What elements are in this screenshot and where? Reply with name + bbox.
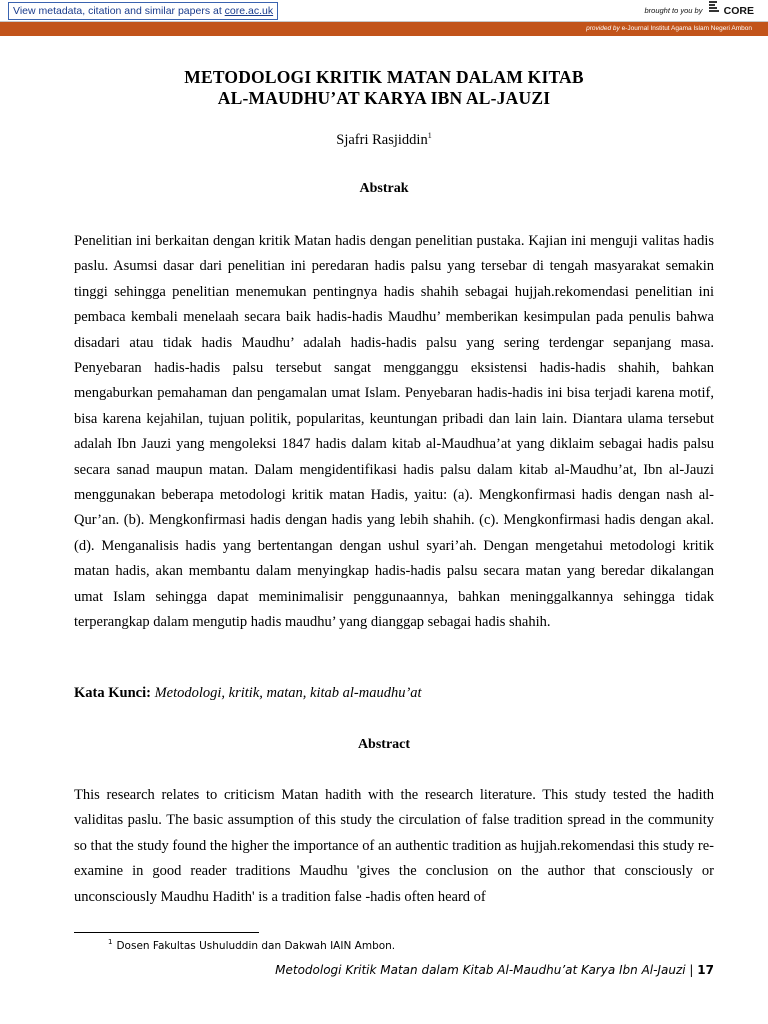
core-metadata-text: View metadata, citation and similar papers at: [13, 5, 222, 17]
brought-to-you-text: brought to you by: [644, 6, 703, 15]
author-line: [0, 131, 768, 149]
core-logo-text: CORE: [723, 5, 754, 18]
running-footer: [275, 963, 714, 977]
author-footnote-mark: 1: [427, 131, 432, 140]
footnote-mark: 1: [108, 938, 113, 946]
keywords-text: Metodologi, kritik, matan, kitab al-maudhu’at: [154, 685, 422, 701]
core-logo-icon: [708, 0, 720, 22]
page-separator: |: [689, 963, 694, 977]
footnote: [108, 938, 395, 952]
paper-title-line-1: METODOLOGI KRITIK MATAN DALAM KITAB: [184, 67, 584, 87]
core-ac-uk-link[interactable]: core.ac.uk: [224, 5, 274, 17]
running-footer-title: Metodologi Kritik Matan dalam Kitab Al-Maudhu’at Karya Ibn Al-Jauzi: [275, 963, 686, 977]
abstract-paragraph: This research relates to criticism Matan hadith with the research literature. This study tested the hadith validitas paslu. The basic assumption of this study the circulation of false tradition spread in the community so that the study found the higher the importance of an authentic tradition as hujjah.rekomendasi this study re-examine in good reader traditions Maudhu 'gives the conclusion on the author that consciously or unconsciously Maudhu Hadith' is a tradition false -hadis often heard of: [74, 787, 714, 905]
provider-name: e-Journal Institut Agama Islam Negeri Ambon: [621, 25, 752, 32]
abstrak-paragraph: Penelitian ini berkaitan dengan kritik Matan hadis dengan penelitian pustaka. Kajian ini menguji valitas hadis paslu. Asumsi dasar dari penelitian ini peredaran hadis palsu yang tersebar di tengah masyarakat semakin tinggi sehingga penelitian menemukan pentingnya hadis shahih sebagai hujjah.rekomendasi penelitian ini pembaca kembali menelaah secara baik hadis-hadis Maudhu’ memberikan kesimpulan pada penulis bahwa disadari atau tidak hadis Maudhu’ adalah hadis-hadis palsu yang sering terdengar sepanjang masa. Penyebaran hadis-hadis palsu tersebut sangat mengganggu eksistensi hadis-hadis shahih, bahkan mengaburkan pemahaman dan pengamalan umat Islam. Penyebaran hadis-hadis ini bisa terjadi karena motif, bisa karena kejahilan, tujuan politik, popularitas, keuntungan pribadi dan lain lain. Diantara ulama tersebut adalah Ibn Jauzi yang mengoleksi 1847 hadis dalam kitab al-Maudhua’at yang diklaim sebagai hadis palsu secara sanad maupun matan. Dalam mengidentifikasi hadis palsu dalam kitab al-Maudhu’at, Ibn al-Jauzi menggunakan beberapa metodologi kritik matan Hadis, yaitu: (a). Mengkonfirmasi hadis dengan nash al-Qur’an. (b). Mengkonfirmasi hadis dengan hadis yang lebih shahih. (c). Mengkonfirmasi hadis dengan akal. (d). Menganalisis hadis yang bertentangan dengan ushul syari’ah. Dengan mengetahui metodologi kritik matan hadis, akan membantu dalam menyingkap hadis-hadis palsu secara matan yang beredar dikalangan umat Islam sehingga dapat meminimalisir penggunaannya, bahkan meninggalkannya sehingga tidak terperangkap dalam mengutip hadis maudhu’ yang dianggap sebagai hadis shahih.: [74, 233, 714, 631]
abstract-heading: Abstract: [357, 737, 411, 752]
page-number: 17: [697, 963, 714, 977]
abstrak-heading: Abstrak: [359, 181, 409, 196]
keywords-line: [74, 681, 714, 706]
footnote-text: Dosen Fakultas Ushuluddin dan Dakwah IAIN Ambon.: [116, 940, 396, 952]
provided-by-text: provided by: [586, 25, 620, 32]
provider-bar[interactable]: [0, 22, 768, 36]
keywords-label: Kata Kunci:: [74, 685, 151, 701]
core-metadata-link-box[interactable]: [8, 2, 278, 20]
core-banner: [0, 0, 768, 22]
author-name: Sjafri Rasjiddin: [336, 132, 428, 148]
core-brand[interactable]: [645, 0, 755, 22]
footnote-rule: [74, 932, 259, 933]
paper-title-line-2: AL-MAUDHU’AT KARYA IBN AL-JAUZI: [217, 88, 551, 108]
